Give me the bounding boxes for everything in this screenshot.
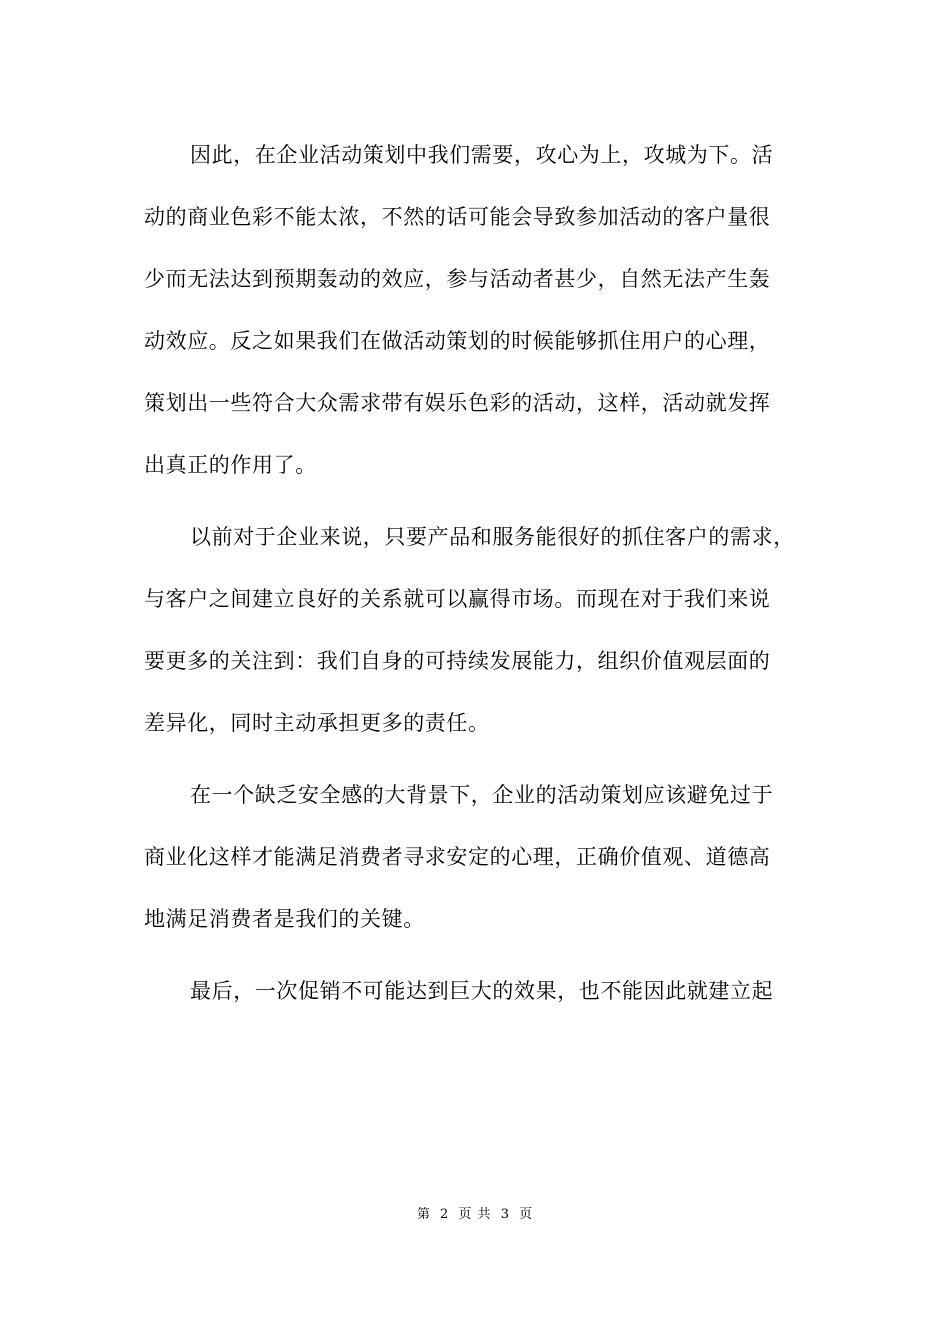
page-footer [0, 1203, 950, 1222]
paragraph-1 [144, 124, 810, 496]
paragraph-4 [144, 960, 810, 1022]
document-body [144, 124, 810, 1032]
paragraph-line: 在一个缺乏安全感的大背景下，企业的活动策划应该避免过于 [190, 783, 774, 807]
paragraph-line: 要更多的关注到：我们自身的可持续发展能力，组织价值观层面的 [144, 649, 771, 673]
paragraph-line: 因此，在企业活动策划中我们需要，攻心为上，攻城为下。活 [190, 143, 774, 167]
paragraph-line: 商业化这样才能满足消费者寻求安定的心理，正确价值观、道德高 [144, 845, 771, 869]
paragraph-3 [144, 764, 810, 950]
paragraph-line: 少而无法达到预期轰动的效应，参与活动者甚少，自然无法产生轰 [144, 267, 771, 291]
page-label-prefix: 第 [416, 1207, 431, 1222]
paragraph-line: 出真正的作用了。 [144, 453, 317, 477]
total-page-count: 3 [500, 1207, 510, 1222]
current-page-number: 2 [440, 1207, 450, 1222]
paragraph-line: 与客户之间建立良好的关系就可以赢得市场。而现在对于我们来说 [144, 587, 771, 611]
paragraph-line: 差异化，同时主动承担更多的责任。 [144, 711, 490, 735]
paragraph-line: 策划出一些符合大众需求带有娱乐色彩的活动，这样，活动就发挥 [144, 391, 771, 415]
paragraph-line: 动的商业色彩不能太浓，不然的话可能会导致参加活动的客户量很 [144, 205, 771, 229]
paragraph-line: 最后，一次促销不可能达到巨大的效果，也不能因此就建立起 [190, 979, 774, 1003]
paragraph-2 [144, 506, 810, 754]
paragraph-line: 地满足消费者是我们的关键。 [144, 907, 425, 931]
page-label-suffix: 页 [519, 1207, 534, 1222]
paragraph-line: 动效应。反之如果我们在做活动策划的时候能够抓住用户的心理， [144, 329, 771, 353]
paragraph-line: 以前对于企业来说，只要产品和服务能很好的抓住客户的需求， [190, 525, 795, 549]
page-label-mid: 页 共 [458, 1207, 492, 1222]
